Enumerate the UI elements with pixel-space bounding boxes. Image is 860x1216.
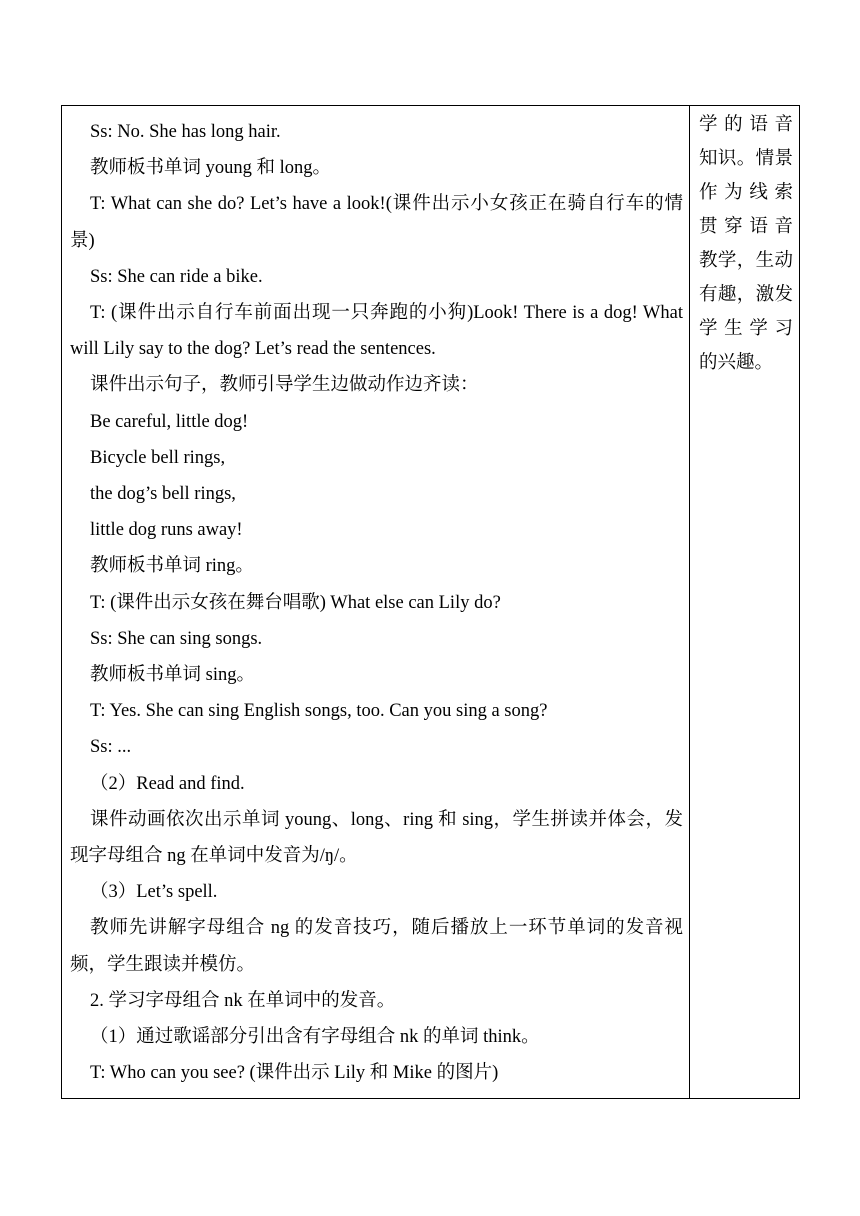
section-heading: （2）Read and find.	[90, 773, 245, 794]
paragraph: Ss: ...	[90, 737, 132, 758]
intent-line: 教学，生动	[699, 251, 793, 271]
teaching-process-text	[62, 106, 689, 1091]
section-heading: （3）Let’s spell.	[90, 882, 218, 903]
paragraph: 教师板书单词 young 和 long。	[90, 158, 332, 179]
intent-line: 作为线索	[699, 183, 793, 203]
table-row	[62, 106, 800, 1099]
intent-line: 学的语音	[699, 115, 793, 135]
chant-line: little dog runs away!	[90, 520, 243, 541]
paragraph: 课件动画依次出示单词 young、long、ring 和 sing，学生拼读并体会，发现字母组合 ng 在单词中发音为/ŋ/。	[70, 809, 683, 867]
paragraph: 教师板书单词 sing。	[90, 665, 255, 686]
intent-line: 贯穿语音	[699, 217, 793, 237]
teaching-process-cell	[62, 106, 690, 1099]
chant-line: the dog’s bell rings,	[90, 484, 236, 505]
intent-line: 学生学习	[699, 319, 793, 339]
paragraph: T: Who can you see? (课件出示 Lily 和 Mike 的图片)	[90, 1063, 499, 1084]
design-intent-text	[690, 106, 799, 380]
chant-line: Bicycle bell rings,	[90, 447, 226, 468]
paragraph: 教师板书单词 ring。	[90, 556, 254, 577]
intent-line: 知识。情景	[699, 149, 793, 169]
paragraph: T: (课件出示女孩在舞台唱歌) What else can Lily do?	[90, 592, 501, 613]
paragraph: Ss: She can sing songs.	[90, 628, 263, 649]
intent-line: 有趣，激发	[699, 285, 793, 305]
paragraph: T: (课件出示自行车前面出现一只奔跑的小狗)Look! There is a dog! What will Lily say to the dog? Let’s read the sentences.	[70, 303, 683, 360]
intent-line: 的兴趣。	[699, 353, 774, 373]
lesson-plan-table	[61, 105, 800, 1099]
paragraph: 教师先讲解字母组合 ng 的发音技巧，随后播放上一环节单词的发音视频，学生跟读并模仿。	[70, 918, 683, 975]
design-intent-cell	[690, 106, 800, 1099]
section-heading: 2. 学习字母组合 nk 在单词中的发音。	[90, 990, 396, 1011]
paragraph: 课件出示句子，教师引导学生边做动作边齐读：	[90, 375, 479, 396]
paragraph: T: Yes. She can sing English songs, too. Can you sing a song?	[90, 701, 548, 722]
paragraph: T: What can she do? Let’s have a look!(课件出示小女孩正在骑自行车的情景)	[70, 194, 683, 251]
paragraph: Ss: She can ride a bike.	[90, 266, 263, 287]
paragraph: （1）通过歌谣部分引出含有字母组合 nk 的单词 think。	[90, 1027, 540, 1048]
paragraph: Ss: No. She has long hair.	[90, 122, 281, 142]
chant-line: Be careful, little dog!	[90, 411, 249, 432]
